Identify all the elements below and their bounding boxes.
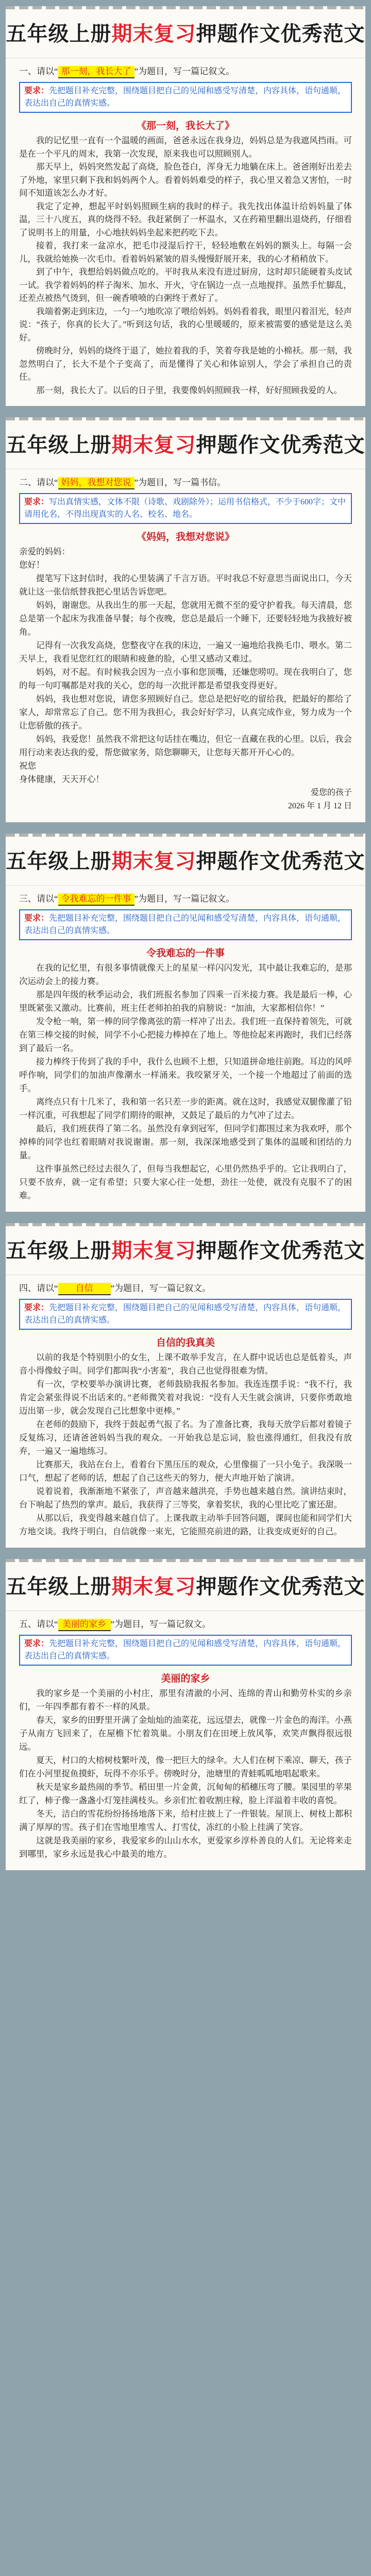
essay-paragraph: 在我的记忆里，有很多事情就像天上的星星一样闪闪发光，其中最让我难忘的，是那次运动会上的接力赛。 [19,963,352,986]
requirements-label: 要求： [24,498,49,506]
essay-page [6,1559,365,1870]
essay-paragraph: 那是四年级的秋季运动会，我们班报名参加了四乘一百米接力赛。我是最后一棒，心里既紧张又激动。比赛前，班主任老师拍拍我的肩膀说：“加油，大家都相信你！” [19,990,352,1013]
essay-page [6,1223,365,1548]
prompt-blank: 美丽的家乡 [58,1619,111,1631]
essay-prompt [19,892,352,906]
essay-body [19,961,352,1202]
banner-text: 五年级上册 [6,22,112,46]
requirements-box [19,1635,352,1666]
banner-text: 押题作文优秀范文 [196,433,365,457]
essay-body [19,1351,352,1538]
banner-text: 五年级上册 [6,433,112,457]
essay-paragraph: 我端着粥走到床边，一勺一勺地吹凉了喂给妈妈。妈妈看着我，眼里闪着泪光，轻声说：“孩子，你真的长大了。”听到这句话，我的心里暖暖的，原来被需要的感觉是这么美好。 [19,306,352,343]
prompt-text: ”为题目，写一篇记叙文。 [110,1283,211,1293]
requirements-box [19,909,352,940]
banner-text: 押题作文优秀范文 [196,1239,365,1263]
prompt-text: ”为题目，写一篇记叙文。 [134,894,235,904]
essay-paragraph: 您好！ [19,560,45,570]
essay-body [19,1687,352,1861]
essay-body [19,545,352,786]
essay-paragraph: 提笔写下这封信时，我的心里装满了千言万语。平时我总不好意思当面说出口，今天就让这一张信纸替我把心里话告诉您吧。 [19,573,352,597]
essay-body [19,134,352,397]
page-banner [6,417,365,469]
essay-page [6,834,365,1212]
essay-title: 自信的我真美 [156,1337,215,1348]
essay-paragraph: 春天，家乡的田野里开满了金灿灿的油菜花，远远望去，就像一片金色的海洋。小燕子从南方飞回来了，在屋檐下忙着筑巢。小朋友们在田埂上放风筝，欢笑声飘得很远很远。 [19,1715,352,1752]
page-content [6,1275,365,1548]
requirements-label: 要求： [24,1303,49,1312]
banner-text: 押题作文优秀范文 [196,1574,365,1599]
requirements-box [19,1299,352,1330]
essay-paragraph: 妈妈，谢谢您。从我出生的那一天起，您就用无微不至的爱守护着我。每天清晨，您总是第一个起床为我准备早餐；每个夜晚，您总是最后一个睡下，还要轻轻地为我掖好被角。 [19,600,352,637]
prompt-blank: 自信 [58,1283,111,1295]
essay-paragraph: 接着，我打来一盆凉水，把毛巾浸湿后拧干，轻轻地敷在妈妈的额头上。每隔一会儿，我就给她换一次毛巾。看着妈妈紧皱的眉头慢慢舒展开来，我的心才稍稍放下。 [19,241,352,264]
prompt-text: ”为题目，写一篇记叙文。 [110,1619,211,1629]
essay-page [6,6,365,406]
prompt-text: ”为题目，写一篇书信。 [134,478,226,487]
essay-title: 令我难忘的一件事 [146,948,225,959]
essay-title: 《那一刻，我长大了》 [136,121,234,131]
essay-paragraph: 记得有一次我发高烧，您整夜守在我的床边，一遍又一遍地给我换毛巾、喂水。第二天早上，我看见您红红的眼睛和疲惫的脸，心里又感动又难过。 [19,640,352,664]
prompt-blank: 妈妈，我想对您说 [58,477,134,489]
essay-paragraph: 比赛那天，我站在台上，看着台下黑压压的观众，心里像揣了一只小兔子。我深吸一口气，想起了老师的话，想起了自己这些天的努力，便大声地开始了演讲。 [19,1460,352,1483]
essay-paragraph: 妈妈，对不起。有时候我会因为一点小事和您顶嘴，还嫌您唠叨。现在我明白了，您的每一句叮嘱都是对我的关心，您的每一次批评都是希望我变得更好。 [19,667,352,690]
essay-title: 《妈妈，我想对您说》 [136,532,234,543]
prompt-text: 三、请以“ [19,894,58,904]
essay-paragraph: 离终点只有十几米了，我和第一名只差一步的距离。就在这时，我感觉双腿像灌了铅一样沉重，可我想起了同学们期待的眼神，又鼓足了最后的力气冲了过去。 [19,1097,352,1120]
essay-prompt [19,1281,352,1296]
banner-highlight: 期末复习 [111,1239,196,1263]
essay-paragraph: 在老师的鼓励下，我终于鼓起勇气报了名。为了准备比赛，我每天放学后都对着镜子反复练习，还请爸爸妈妈当我的观众。一开始我总是忘词，脸也涨得通红，但我没有放弃，一遍又一遍地练习。 [19,1419,352,1456]
prompt-text: 一、请以“ [19,66,58,76]
prompt-text: 二、请以“ [19,478,58,487]
essay-paragraph: 我的记忆里一直有一个温暖的画面，爸爸永远在我身边，妈妈总是为我遮风挡雨。可是在一个平凡的周末，我第一次发现，原来我也可以照顾别人。 [19,135,352,159]
essay-paragraph: 亲爱的妈妈： [19,547,70,556]
page-content [6,886,365,1212]
prompt-blank: 令我难忘的一件事 [58,893,134,906]
banner-highlight: 期末复习 [111,433,196,457]
essay-paragraph: 这件事虽然已经过去很久了，但每当我想起它，心里仍然热乎乎的。它让我明白了，只要不放弃，就一定有希望；只要大家心往一处想，劲往一处使，就没有克服不了的困难。 [19,1164,352,1200]
prompt-text: 四、请以“ [19,1283,58,1293]
requirements-label: 要求： [24,1639,49,1648]
page-content [6,58,365,406]
essay-paragraph: 说着说着，我渐渐地不紧张了，声音越来越洪亮，手势也越来越自然。演讲结束时，台下响起了热烈的掌声。最后，我获得了三等奖，拿着奖状，我的心里比吃了蜜还甜。 [19,1486,352,1510]
banner-highlight: 期末复习 [111,849,196,873]
banner-text: 五年级上册 [6,849,112,873]
essay-paragraph: 妈妈，我也想对您说，请您多照顾好自己。您总是把好吃的留给我，把最好的都给了家人，却常常忘了自己。您不用为我担心，我会好好学习，认真完成作业，努力成为一个让您骄傲的孩子。 [19,694,352,731]
essay-signature: 爱您的孩子 [310,788,352,797]
essay-paragraph: 那一刻，我长大了。以后的日子里，我要像妈妈照顾我一样，好好照顾我爱的人。 [36,385,342,395]
prompt-text: 五、请以“ [19,1619,58,1629]
requirements-text: 先把题目补充完整，围绕题目把自己的见闻和感受写清楚，内容具体，语句通顺，表达出自己的真情实感。 [24,1303,346,1325]
essay-paragraph: 妈妈，我爱您！虽然我不常把这句话挂在嘴边，但它一直藏在我的心里。以后，我会用行动来表达我的爱，帮您做家务，陪您聊聊天，让您每天都开开心心的。 [19,734,352,757]
banner-highlight: 期末复习 [111,1574,196,1599]
essay-paragraph: 那天早上，妈妈突然发起了高烧，脸色苍白，浑身无力地躺在床上。爸爸刚好出差去了外地，家里只剩下我和妈妈两个人。看着妈妈难受的样子，我心里又着急又害怕，一时间不知道该怎么办才好。 [19,162,352,198]
essay-page [6,417,365,822]
page-content [6,1611,365,1870]
essay-paragraph: 最后，我们班获得了第二名。虽然没有拿到冠军，但同学们都围过来为我欢呼，那个掉棒的同学也红着眼睛对我说谢谢。那一刻，我深深地感受到了集体的温暖和团结的力量。 [19,1124,352,1160]
prompt-blank: 那一刻，我长大了 [58,66,134,78]
requirements-box [19,82,352,113]
requirements-label: 要求： [24,914,49,923]
essay-paragraph: 到了中午，我想给妈妈做点吃的。平时我从来没有进过厨房，这时却只能硬着头皮试一试。我学着妈妈的样子淘米、加水、开火，守在锅边一点一点地搅拌。虽然手忙脚乱，还差点被热气烫到，但一碗香喷喷的白粥终于煮好了。 [19,267,352,303]
essay-paragraph: 发令枪一响，第一棒的同学像离弦的箭一样冲了出去。我们班一直保持着领先，可就在第三棒交接的时候，同学不小心把接力棒掉在了地上。等他捡起来再跑时，我们已经落到了最后一名。 [19,1016,352,1053]
essay-paragraph: 这就是我美丽的家乡，我爱家乡的山山水水，更爱家乡淳朴善良的人们。无论将来走到哪里，家乡永远是我心中最美的地方。 [19,1836,352,1859]
page-banner [6,6,365,58]
prompt-text: ”为题目，写一篇记叙文。 [134,66,235,76]
essay-title: 美丽的家乡 [161,1673,210,1684]
essay-paragraph: 冬天，洁白的雪花纷纷扬扬地落下来，给村庄披上了一件银装。屋顶上、树枝上都积满了厚厚的雪。孩子们在雪地里堆雪人、打雪仗，冻红的小脸上挂满了笑容。 [19,1809,352,1832]
requirements-text: 先把题目补充完整，围绕题目把自己的见闻和感受写清楚，内容具体，语句通顺，表达出自己的真情实感。 [24,914,346,935]
requirements-text: 先把题目补充完整，围绕题目把自己的见闻和感受写清楚，内容具体，语句通顺，表达出自己的真情实感。 [24,87,346,108]
essay-paragraph: 傍晚时分，妈妈的烧终于退了，她拉着我的手，笑着夸我是她的小棉袄。那一刻，我忽然明白了，长大不是个子变高了，而是懂得了关心和体谅别人，学会了承担自己的责任。 [19,346,352,382]
requirements-label: 要求： [24,87,49,95]
banner-highlight: 期末复习 [111,22,196,46]
essay-date: 2026 年 1 月 12 日 [288,802,352,810]
essay-paragraph: 有一次，学校要举办演讲比赛，老师鼓励我报名参加。我连连摆手说：“我不行，我肯定会紧张得说不出话来的。”老师微笑着对我说：“没有人天生就会演讲，只要你勇敢地迈出第一步，就会发现自己比想象中更棒。” [19,1379,352,1416]
requirements-box [19,493,352,524]
essay-paragraph: 夏天，村口的大榕树枝繁叶茂，像一把巨大的绿伞。大人们在树下乘凉、聊天，孩子们在小河里捉鱼摸虾，玩得不亦乐乎。傍晚时分，池塘里的青蛙呱呱地唱起歌来。 [19,1755,352,1778]
essay-prompt [19,64,352,79]
banner-text: 五年级上册 [6,1239,112,1263]
essay-paragraph: 我定了定神，想起平时妈妈照顾生病的我时的样子。我先找出体温计给妈妈量了体温，三十八度五，真的烧得不轻。我赶紧倒了一杯温水，又在药箱里翻出退烧药，仔细看了说明书上的用量，小心地扶妈妈坐起来把药吃下去。 [19,201,352,238]
essay-prompt [19,1617,352,1632]
banner-text: 押题作文优秀范文 [196,22,365,46]
essay-paragraph: 以前的我是个特别胆小的女生，上课不敢举手发言，在人群中说话也总是低着头，声音小得像蚊子叫。同学们都叫我“小害羞”，我自己也觉得很难为情。 [19,1352,352,1376]
essay-prompt [19,476,352,490]
essay-paragraph: 祝您 [19,761,36,771]
requirements-text: 写出真情实感，文体不限（诗歌、戏剧除外）；运用书信格式，不少于600字；文中请用化名，不得出现真实的人名、校名、地名。 [24,498,346,519]
essay-paragraph: 我的家乡是一个美丽的小村庄，那里有清澈的小河、连绵的青山和勤劳朴实的乡亲们，一年四季都有着不一样的风景。 [19,1688,352,1711]
essay-paragraph: 从那以后，我变得越来越自信了。上课我敢主动举手回答问题，课间也能和同学们大方地交谈。我终于明白，自信就像一束光，它能照亮前进的路，让我变成更好的自己。 [19,1513,352,1536]
essay-paragraph: 接力棒终于传到了我的手中，我什么也顾不上想，只知道拼命地往前跑。耳边的风呼呼作响，同学们的加油声像潮水一样涌来。我咬紧牙关，一个接一个地超过了前面的选手。 [19,1057,352,1093]
banner-text: 五年级上册 [6,1574,112,1599]
page-content [6,469,365,822]
essay-paragraph: 身体健康，天天开心！ [19,774,104,784]
page-banner [6,1223,365,1275]
banner-text: 押题作文优秀范文 [196,849,365,873]
requirements-text: 先把题目补充完整，围绕题目把自己的见闻和感受写清楚，内容具体，语句通顺，表达出自己的真情实感。 [24,1639,346,1660]
essay-paragraph: 秋天是家乡最热闹的季节。稻田里一片金黄，沉甸甸的稻穗压弯了腰。果园里的苹果红了，柿子像一盏盏小灯笼挂满枝头。乡亲们忙着收割庄稼，脸上洋溢着丰收的喜悦。 [19,1782,352,1805]
page-banner [6,1559,365,1611]
page-banner [6,834,365,886]
